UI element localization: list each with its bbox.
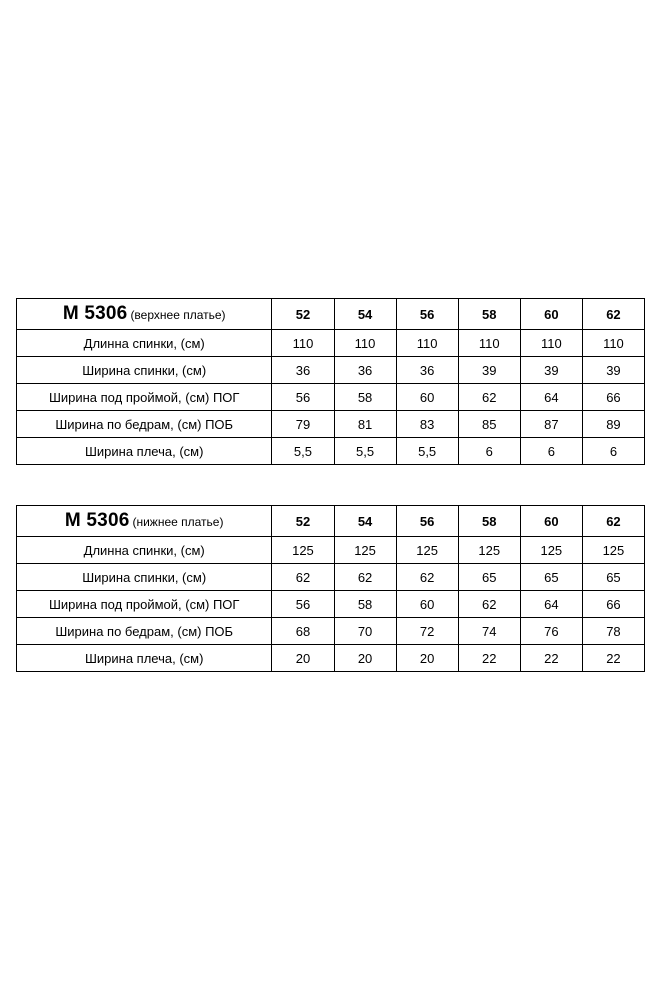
table-cell: 66	[582, 591, 644, 618]
table-row	[17, 357, 645, 384]
table-header-row	[17, 506, 645, 537]
table-cell: 110	[334, 330, 396, 357]
table-cell: 78	[582, 618, 644, 645]
row-label: Ширина плеча, (см)	[17, 438, 272, 465]
table-cell: 125	[520, 537, 582, 564]
table-cell: 62	[396, 564, 458, 591]
table-cell: 6	[458, 438, 520, 465]
table-cell: 65	[520, 564, 582, 591]
table-cell: 20	[272, 645, 334, 672]
size-header: 62	[582, 299, 644, 330]
table-row	[17, 330, 645, 357]
model-variant: (нижнее платье)	[132, 515, 224, 529]
table-cell: 110	[396, 330, 458, 357]
table-title	[17, 506, 272, 537]
row-label: Ширина под проймой, (см) ПОГ	[17, 591, 272, 618]
table-cell: 70	[334, 618, 396, 645]
table-cell: 83	[396, 411, 458, 438]
model-variant: (верхнее платье)	[130, 308, 226, 322]
table-row	[17, 537, 645, 564]
size-header: 62	[582, 506, 644, 537]
table-cell: 36	[334, 357, 396, 384]
table-row	[17, 591, 645, 618]
table-cell: 36	[396, 357, 458, 384]
table-cell: 72	[396, 618, 458, 645]
table-cell: 74	[458, 618, 520, 645]
table-row	[17, 645, 645, 672]
table-cell: 5,5	[272, 438, 334, 465]
row-label: Ширина по бедрам, (см) ПОБ	[17, 411, 272, 438]
table-cell: 60	[396, 384, 458, 411]
row-label: Ширина спинки, (см)	[17, 357, 272, 384]
row-label: Длинна спинки, (см)	[17, 330, 272, 357]
table-cell: 22	[520, 645, 582, 672]
size-header: 52	[272, 506, 334, 537]
table-cell: 22	[582, 645, 644, 672]
table-row	[17, 411, 645, 438]
table-header-row	[17, 299, 645, 330]
table-cell: 110	[520, 330, 582, 357]
size-header: 56	[396, 506, 458, 537]
table-cell: 89	[582, 411, 644, 438]
table-cell: 6	[582, 438, 644, 465]
table-cell: 125	[582, 537, 644, 564]
size-header: 58	[458, 506, 520, 537]
table-cell: 6	[520, 438, 582, 465]
size-header: 56	[396, 299, 458, 330]
table-cell: 110	[272, 330, 334, 357]
table-cell: 62	[334, 564, 396, 591]
table-title	[17, 299, 272, 330]
table-cell: 62	[458, 591, 520, 618]
table-cell: 76	[520, 618, 582, 645]
row-label: Длинна спинки, (см)	[17, 537, 272, 564]
table-cell: 110	[458, 330, 520, 357]
table-cell: 65	[458, 564, 520, 591]
table-cell: 39	[458, 357, 520, 384]
table-cell: 68	[272, 618, 334, 645]
size-header: 54	[334, 299, 396, 330]
table-cell: 87	[520, 411, 582, 438]
table-row	[17, 384, 645, 411]
size-table-upper-dress	[16, 298, 645, 465]
model-code: М 5306	[62, 303, 128, 324]
size-header: 54	[334, 506, 396, 537]
table-cell: 58	[334, 591, 396, 618]
table-cell: 39	[520, 357, 582, 384]
table-cell: 5,5	[334, 438, 396, 465]
table-cell: 66	[582, 384, 644, 411]
size-header: 60	[520, 506, 582, 537]
size-table-lower-dress	[16, 505, 645, 672]
table-cell: 85	[458, 411, 520, 438]
table-cell: 60	[396, 591, 458, 618]
table-cell: 36	[272, 357, 334, 384]
size-header: 60	[520, 299, 582, 330]
table-cell: 20	[396, 645, 458, 672]
table-cell: 5,5	[396, 438, 458, 465]
table-cell: 125	[334, 537, 396, 564]
table-cell: 125	[272, 537, 334, 564]
table-cell: 62	[272, 564, 334, 591]
table-cell: 110	[582, 330, 644, 357]
size-header: 52	[272, 299, 334, 330]
table-cell: 39	[582, 357, 644, 384]
table-cell: 62	[458, 384, 520, 411]
table-cell: 20	[334, 645, 396, 672]
model-code: М 5306	[64, 510, 130, 531]
row-label: Ширина спинки, (см)	[17, 564, 272, 591]
row-label: Ширина плеча, (см)	[17, 645, 272, 672]
table-row	[17, 564, 645, 591]
table-cell: 56	[272, 591, 334, 618]
row-label: Ширина по бедрам, (см) ПОБ	[17, 618, 272, 645]
table-cell: 79	[272, 411, 334, 438]
table-cell: 64	[520, 384, 582, 411]
table-cell: 22	[458, 645, 520, 672]
table-row	[17, 618, 645, 645]
table-cell: 65	[582, 564, 644, 591]
size-header: 58	[458, 299, 520, 330]
table-cell: 56	[272, 384, 334, 411]
row-label: Ширина под проймой, (см) ПОГ	[17, 384, 272, 411]
table-row	[17, 438, 645, 465]
table-cell: 125	[458, 537, 520, 564]
table-cell: 81	[334, 411, 396, 438]
table-cell: 125	[396, 537, 458, 564]
table-cell: 58	[334, 384, 396, 411]
table-cell: 64	[520, 591, 582, 618]
